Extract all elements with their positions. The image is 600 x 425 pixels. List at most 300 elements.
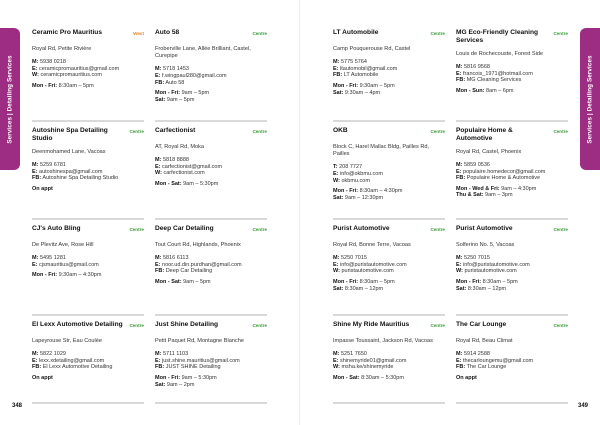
contact-value: autoshinespa@gmail.com [39, 168, 103, 175]
business-address: Deenmohamed Lane, Vacoas [32, 148, 106, 155]
contact-line [333, 171, 445, 178]
divider [155, 402, 267, 404]
contact-value: 5822 1029 [39, 351, 66, 358]
contact-value: Auto 58 [165, 79, 185, 86]
business-address: Solferino No. 5, Vacoas [456, 242, 515, 248]
hours-time: 9am – 5pm [183, 278, 211, 285]
contact-key: M: [32, 351, 39, 358]
contact-line [456, 64, 568, 71]
hours-day: Mon - Fri: [456, 278, 482, 285]
contact-line [456, 358, 568, 365]
hours-day: Sat: [456, 285, 467, 292]
hours-line [32, 272, 144, 279]
divider [155, 218, 267, 220]
business-entry [32, 223, 144, 319]
contact-value: Autoshine Spa Detailing Studio [42, 175, 119, 182]
entry-header [155, 127, 267, 139]
business-name: Deep Car Detailing [155, 225, 214, 232]
contact-key: M: [155, 66, 162, 73]
side-tab-label: Services | Detailing Services [6, 54, 14, 144]
hours-day: On appt [32, 185, 53, 192]
hours-day: Mon - Sat: [333, 374, 360, 381]
contact-line [333, 255, 445, 262]
side-tab [580, 28, 600, 170]
divider [333, 402, 445, 404]
business-address: Tout Court Rd, Highlands, Phoenix [155, 242, 241, 248]
contact-key: FB: [32, 364, 42, 371]
entry-header [333, 225, 445, 237]
business-entry [333, 223, 445, 319]
business-address: Petit Paquet Rd, Montagne Blanche [155, 338, 244, 344]
contact-line [155, 157, 267, 164]
region-badge: Centre [252, 227, 267, 232]
contact-value: carfectionist@gmail.com [162, 163, 223, 170]
contact-key: E: [456, 357, 462, 364]
opening-hours [155, 375, 267, 388]
divider [32, 314, 144, 316]
opening-hours [456, 375, 568, 382]
divider [155, 314, 267, 316]
listing-grid [333, 27, 568, 407]
hours-day: Sat: [333, 285, 344, 292]
contact-value: JUST SHINE Detailing [165, 364, 221, 371]
hours-time: 9am – 5pm [181, 90, 210, 97]
contact-line [333, 66, 445, 73]
entry-header [155, 225, 267, 237]
contact-key: E: [456, 261, 462, 268]
business-entry [456, 27, 568, 125]
hours-line [456, 279, 568, 286]
hours-line [333, 375, 445, 382]
contact-key: FB: [32, 175, 42, 182]
contact-value: just.shine.mauritius@gmail.com [162, 357, 240, 364]
contact-value: 5818 8888 [162, 157, 189, 164]
contact-value: lexx.xdetailing@gmail.com [39, 357, 105, 364]
hours-line [155, 375, 267, 382]
business-address: Impasse Toussaint, Jackson Rd, Vacoas [333, 338, 433, 344]
contact-value: 5718 1453 [162, 66, 189, 73]
contact-key: M: [456, 255, 463, 262]
business-entry [32, 319, 144, 407]
hours-time: 9:30am – 5pm [359, 82, 395, 89]
contact-block [32, 351, 144, 371]
contact-key: E: [32, 261, 38, 268]
contact-line [333, 164, 445, 171]
business-name: Carfectionist [155, 127, 196, 134]
hours-time: 9:30am – 4:30pm [58, 272, 102, 279]
region-badge: Centre [430, 31, 445, 36]
side-tab [0, 28, 20, 170]
business-address: AT, Royal Rd, Moka [155, 144, 205, 150]
region-badge: Centre [430, 129, 445, 134]
contact-value: 5775 5764 [340, 59, 367, 66]
business-address: De Plevitz Ave, Rose Hill [32, 242, 94, 248]
contact-line [456, 262, 568, 269]
hours-line [32, 186, 144, 193]
business-name: MG Eco-Friendly Cleaning Services [456, 29, 539, 45]
entry-header [32, 29, 144, 41]
contact-value: 5495 1281 [39, 255, 66, 262]
contact-key: E: [456, 168, 462, 175]
contact-line [155, 358, 267, 365]
hours-time: 8:30am – 5pm [359, 278, 395, 285]
hours-time: 8:30am – 5pm [58, 82, 94, 89]
opening-hours [333, 375, 445, 382]
hours-day: Mon - Fri: [32, 272, 58, 279]
contact-block [155, 351, 267, 371]
entry-header [456, 321, 568, 333]
opening-hours [333, 279, 445, 292]
contact-key: M: [456, 162, 463, 169]
divider [32, 218, 144, 220]
contact-block [32, 162, 144, 182]
contact-line [32, 351, 144, 358]
listing-grid [32, 27, 267, 407]
opening-hours [32, 272, 144, 279]
business-entry [32, 27, 144, 125]
business-name: Purist Automotive [456, 225, 513, 232]
hours-time: 8:30am – 12pm [467, 285, 507, 292]
contact-value: 5938 0218 [39, 59, 66, 66]
hours-time: 8:30am – 12pm [344, 285, 384, 292]
contact-line [155, 351, 267, 358]
hours-line [456, 192, 568, 199]
business-address: Louis de Rochecouste, Forest Side [456, 50, 544, 57]
hours-line [155, 97, 267, 104]
contact-value: 5816 9568 [463, 64, 490, 71]
business-name: Autoshine Spa Detailing Studio [32, 127, 108, 143]
opening-hours [155, 279, 267, 286]
hours-time: 8:30am – 4:30pm [359, 188, 403, 195]
entry-header [333, 29, 445, 41]
contact-line [32, 364, 144, 371]
divider [456, 218, 568, 220]
divider [155, 120, 267, 122]
entry-header [333, 127, 445, 139]
region-badge: Centre [129, 227, 144, 232]
contact-line [333, 59, 445, 66]
contact-value: ceramicpromauritius.com [40, 72, 102, 79]
hours-line [333, 279, 445, 286]
contact-line [456, 268, 568, 275]
business-entry [333, 27, 445, 125]
hours-time: 9am – 12:30pm [344, 194, 384, 201]
contact-key: E: [32, 65, 38, 72]
contact-key: M: [456, 64, 463, 71]
hours-day: Mon - Fri: [32, 82, 58, 89]
contact-value: noor.ud.din.purdhan@gmail.com [162, 261, 242, 268]
business-address: Froberville Lane, Allée Brilliant, Castel, Curepipe [155, 46, 251, 60]
contact-block [333, 351, 445, 371]
contact-key: M: [155, 351, 162, 358]
contact-block [456, 64, 568, 84]
entry-header [456, 29, 568, 46]
hours-day: Mon - Fri: [155, 90, 181, 97]
contact-line [333, 358, 445, 365]
contact-value: 5251 7650 [340, 351, 367, 358]
contact-line [32, 72, 144, 79]
business-name: Populaire Home & Automotive [456, 127, 513, 143]
hours-day: Mon - Fri: [333, 188, 359, 195]
business-name: Ceramic Pro Mauritius [32, 29, 102, 36]
business-name: The Car Lounge [456, 321, 507, 328]
contact-block [32, 59, 144, 79]
contact-line [155, 73, 267, 80]
contact-key: W: [456, 268, 463, 275]
contact-key: E: [333, 261, 339, 268]
hours-time: 9am – 2pm [166, 381, 195, 388]
entry-header [456, 127, 568, 144]
hours-day: Sat: [155, 381, 166, 388]
hours-line [333, 90, 445, 97]
contact-key: W: [155, 170, 162, 177]
contact-value: ltautomobil@gmail.com [340, 65, 398, 72]
entry-header [155, 29, 267, 41]
business-entry [155, 27, 267, 125]
contact-line [32, 262, 144, 269]
hours-day: Mon - Fri: [333, 278, 359, 285]
region-badge: Centre [553, 31, 568, 36]
hours-time: 8:30am – 5pm [482, 278, 518, 285]
right-page [300, 0, 600, 425]
business-name: CJ's Auto Bling [32, 225, 81, 232]
contact-block [456, 255, 568, 275]
contact-block [155, 66, 267, 86]
contact-line [333, 178, 445, 185]
contact-key: W: [32, 72, 39, 79]
business-name: Just Shine Detailing [155, 321, 219, 328]
contact-line [456, 255, 568, 262]
hours-time: 9:30am – 4pm [344, 89, 381, 96]
hours-line [155, 382, 267, 389]
contact-key: M: [333, 351, 340, 358]
contact-line [333, 72, 445, 79]
contact-value: 5914 2588 [463, 351, 490, 358]
hours-line [32, 375, 144, 382]
business-address: Lapeyrouse Str, Eau Coulée [32, 338, 102, 344]
divider [456, 314, 568, 316]
contact-key: W: [333, 177, 340, 184]
entry-header [456, 225, 568, 237]
contact-block [155, 255, 267, 275]
contact-line [155, 262, 267, 269]
entry-header [32, 321, 144, 333]
contact-value: puristautomotive.com [341, 268, 394, 275]
contact-value: populaire.homedecor@gmail.com [463, 168, 546, 175]
contact-key: E: [32, 357, 38, 364]
hours-day: Mon - Sat: [155, 180, 182, 187]
contact-key: M: [155, 255, 162, 262]
region-badge: Centre [553, 227, 568, 232]
divider [333, 120, 445, 122]
opening-hours [333, 188, 445, 201]
region-badge: West [133, 31, 144, 36]
contact-line [155, 268, 267, 275]
opening-hours [456, 186, 568, 199]
contact-key: E: [155, 261, 161, 268]
side-tab-label: Services | Detailing Services [586, 54, 594, 144]
hours-day: Sat: [333, 194, 344, 201]
business-entry [456, 223, 568, 319]
contact-key: FB: [456, 77, 466, 84]
contact-key: M: [333, 255, 340, 262]
page-number: 349 [577, 403, 588, 409]
contact-value: info@okbmu.com [340, 171, 383, 177]
contact-value: info@puristautomotive.com [340, 261, 407, 268]
hours-line [155, 90, 267, 97]
contact-line [333, 351, 445, 358]
contact-value: msha.ke/shinemyride [341, 364, 394, 371]
contact-value: info@puristautomotive.com [463, 261, 530, 268]
contact-key: M: [333, 59, 340, 66]
contact-key: E: [333, 65, 339, 72]
business-address: Royal Rd, Beau Climat [456, 338, 513, 344]
contact-value: ceramicpromauritius@gmail.com [39, 65, 120, 72]
contact-key: T: [333, 164, 338, 171]
contact-key: E: [456, 70, 462, 77]
contact-line [456, 71, 568, 78]
hours-time: 9am – 5pm [166, 96, 195, 103]
hours-day: Mon - Fri: [155, 374, 181, 381]
hours-line [456, 286, 568, 293]
contact-key: FB: [456, 364, 466, 371]
contact-value: f.wingpaul280@gmail.com [162, 73, 227, 79]
hours-time: 9am – 5:30pm [181, 374, 217, 381]
divider [456, 120, 568, 122]
divider [333, 314, 445, 316]
page-number: 348 [12, 403, 23, 409]
region-badge: Centre [553, 129, 568, 134]
contact-block [456, 162, 568, 182]
business-address: Royal Rd, Bonne Terre, Vacoas [333, 242, 411, 248]
contact-value: 5711 1103 [162, 351, 189, 358]
contact-value: thecarloungemu@gmail.com [463, 357, 534, 364]
region-badge: Centre [252, 323, 267, 328]
business-entry [32, 125, 144, 223]
contact-key: M: [456, 351, 463, 358]
contact-key: E: [333, 171, 339, 177]
opening-hours [155, 181, 267, 188]
contact-line [32, 162, 144, 169]
hours-day: On appt [32, 374, 53, 381]
hours-day: Mon - Wed & Fri: [456, 185, 500, 192]
contact-line [333, 364, 445, 371]
business-name: Purist Automotive [333, 225, 390, 232]
hours-line [333, 195, 445, 202]
contact-line [32, 255, 144, 262]
contact-key: FB: [456, 175, 466, 182]
region-badge: Centre [129, 323, 144, 328]
business-name: OKB [333, 127, 348, 134]
region-badge: Centre [252, 129, 267, 134]
contact-line [333, 262, 445, 269]
contact-key: E: [155, 357, 161, 364]
opening-hours [32, 83, 144, 90]
contact-block [32, 255, 144, 268]
contact-value: Populaire Home & Automotive [466, 175, 541, 182]
business-name: Auto 58 [155, 29, 180, 36]
entry-header [32, 127, 144, 144]
business-entry [333, 125, 445, 223]
hours-line [32, 83, 144, 90]
contact-value: 208 7727 [339, 164, 363, 171]
business-address: Camp Pouquerouse Rd, Castel [333, 46, 411, 52]
contact-value: puristautomotive.com [464, 268, 517, 275]
hours-day: Mon - Sun: [456, 87, 485, 94]
contact-line [155, 164, 267, 171]
region-badge: Centre [252, 31, 267, 36]
business-address: Royal Rd, Castel, Phoenix [456, 148, 522, 155]
contact-key: E: [155, 73, 161, 79]
contact-key: E: [155, 163, 161, 170]
contact-line [155, 364, 267, 371]
opening-hours [32, 375, 144, 382]
contact-line [32, 59, 144, 66]
contact-line [32, 169, 144, 176]
contact-key: E: [32, 168, 38, 175]
contact-line [155, 66, 267, 73]
contact-key: FB: [155, 79, 165, 86]
business-entry [333, 319, 445, 407]
hours-day: Sat: [155, 96, 166, 103]
contact-line [32, 66, 144, 73]
hours-line [333, 83, 445, 90]
hours-time: 9am – 4:30pm [501, 185, 537, 192]
contact-key: W: [333, 364, 340, 371]
hours-day: Sat: [333, 89, 344, 96]
region-badge: Centre [553, 323, 568, 328]
contact-line [333, 268, 445, 275]
contact-line [456, 77, 568, 84]
contact-key: FB: [333, 72, 343, 79]
contact-line [155, 80, 267, 87]
hours-time: 9am – 5:30pm [183, 180, 219, 187]
business-entry [155, 125, 267, 223]
contact-line [155, 170, 267, 177]
business-name: El Lexx Automotive Detailing [32, 321, 123, 328]
contact-block [333, 59, 445, 79]
contact-key: FB: [155, 364, 165, 371]
business-name: LT Automobile [333, 29, 379, 36]
hours-time: 9am – 3pm [485, 192, 513, 199]
opening-hours [456, 88, 568, 95]
contact-key: E: [333, 357, 339, 364]
hours-line [155, 181, 267, 188]
business-entry [456, 319, 568, 407]
hours-line [456, 186, 568, 193]
divider [32, 120, 144, 122]
contact-block [456, 351, 568, 371]
contact-value: cjsmauritius@gmail.com [39, 261, 99, 268]
contact-value: MG Cleaning Services [466, 77, 522, 84]
hours-day: Thu & Sat: [456, 192, 484, 199]
business-entry [456, 125, 568, 223]
contact-key: M: [155, 157, 162, 164]
opening-hours [456, 279, 568, 292]
contact-line [155, 255, 267, 262]
business-entry [155, 223, 267, 319]
contact-value: francois_1971@hotmail.com [463, 70, 533, 77]
contact-line [456, 351, 568, 358]
contact-value: shinemyride01@gmail.com [340, 357, 407, 364]
contact-value: LT Automobile [343, 72, 379, 79]
contact-value: 5250 7015 [463, 255, 490, 262]
opening-hours [155, 90, 267, 103]
business-name: Shine My Ride Mauritius [333, 321, 410, 328]
contact-value: Deep Car Detailing [165, 268, 213, 275]
business-address: Royal Rd, Petite Rivière [32, 46, 92, 52]
contact-key: M: [32, 255, 39, 262]
